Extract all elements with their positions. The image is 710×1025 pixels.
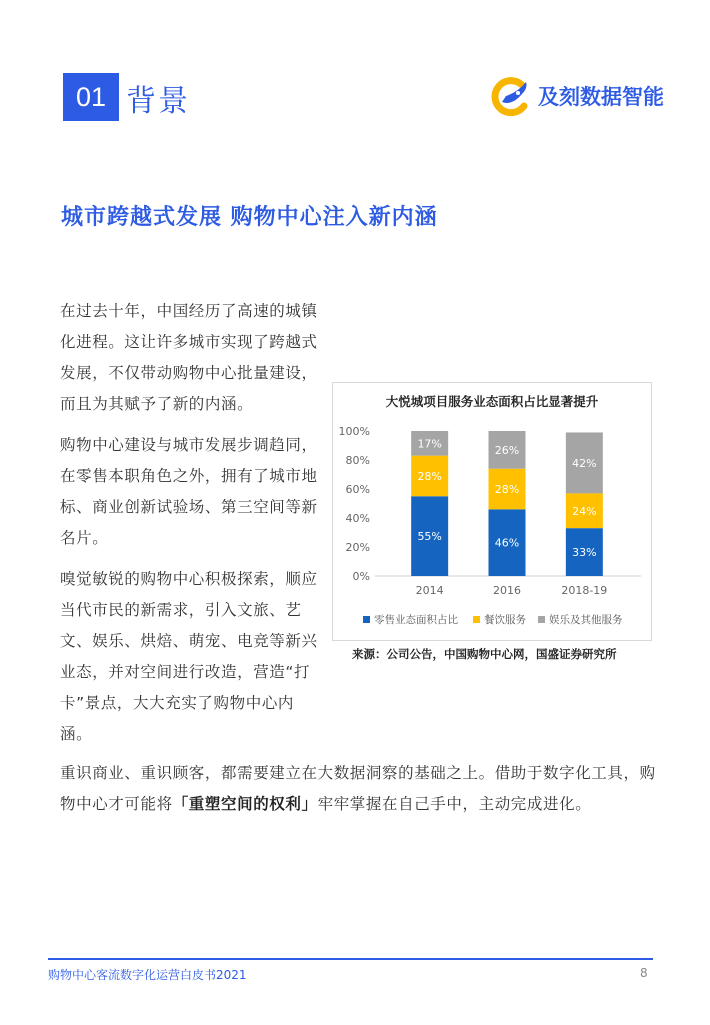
chart-container — [332, 382, 652, 641]
brand-logo-icon — [488, 76, 532, 116]
x-tick-label: 2018-19 — [561, 584, 608, 597]
x-tick-label: 2016 — [493, 584, 521, 597]
bar-data-label: 33% — [572, 546, 597, 560]
legend-label: 娱乐及其他服务 — [549, 614, 623, 626]
x-tick-label: 2014 — [415, 584, 444, 597]
legend-swatch — [473, 616, 480, 623]
brand-logo — [488, 76, 664, 116]
paragraph: 嗅觉敏锐的购物中心积极探索，顺应当代市民的新需求，引入文旅、艺文、娱乐、烘焙、萌宠、电竞等新兴业态，并对空间进行改造，营造“打卡”景点，大大充实了购物中心内涵。 — [60, 570, 318, 743]
y-tick-label: 40% — [345, 512, 370, 525]
bar-data-label: 24% — [572, 504, 597, 518]
paragraph: 在过去十年，中国经历了高速的城镇化进程。这让许多城市实现了跨越式发展，不仅带动购物中心批量建设，而且为其赋予了新的内涵。 — [60, 302, 318, 413]
bottom-text-part: 重识商业、重识顾客，都需要建立在大数据洞察的基础之上。借助于数字化工具，购物中心才可能将 — [60, 764, 656, 813]
headline: 城市跨越式发展 购物中心注入新内涵 — [61, 205, 438, 230]
bottom-text-part: 牢牢掌握在自己手中，主动完成进化。 — [317, 795, 592, 813]
bottom-text-emphasis: 「重塑空间的权利」 — [172, 795, 318, 813]
footer-divider — [48, 958, 653, 960]
bar-data-label: 17% — [417, 437, 442, 451]
bar-data-label: 42% — [572, 456, 597, 470]
section-number-badge: 01 — [63, 73, 119, 121]
legend-label: 零售业态面积占比 — [374, 614, 458, 626]
y-tick-label: 0% — [352, 570, 370, 583]
left-text-column — [60, 296, 322, 760]
stacked-bar-chart — [333, 383, 651, 640]
paragraph: 购物中心建设与城市发展步调趋同，在零售本职角色之外，拥有了城市地标、商业创新试验场、第三空间等新名片。 — [60, 436, 318, 547]
footer-title: 购物中心客流数字化运营白皮书2021 — [48, 968, 247, 982]
y-tick-label: 100% — [338, 425, 370, 438]
chart-source: 来源：公司公告，中国购物中心网，国盛证券研究所 — [352, 647, 617, 661]
legend-swatch — [538, 616, 545, 623]
page-number: 8 — [640, 966, 648, 980]
bar-data-label: 26% — [494, 443, 520, 457]
bar-data-label: 28% — [417, 469, 442, 483]
legend-swatch — [363, 616, 370, 623]
y-tick-label: 20% — [345, 541, 370, 554]
y-tick-label: 80% — [345, 454, 370, 467]
bar-data-label: 55% — [417, 530, 442, 544]
legend-label: 餐饮服务 — [484, 614, 526, 626]
y-tick-label: 60% — [345, 483, 370, 496]
bar-data-label: 46% — [494, 536, 520, 550]
chart-title: 大悦城项目服务业态面积占比显著提升 — [385, 394, 599, 409]
bar-data-label: 28% — [494, 483, 520, 496]
section-title: 背景 — [126, 84, 190, 119]
bottom-paragraph — [60, 758, 660, 820]
brand-logo-text: 及刻数据智能 — [538, 85, 664, 109]
